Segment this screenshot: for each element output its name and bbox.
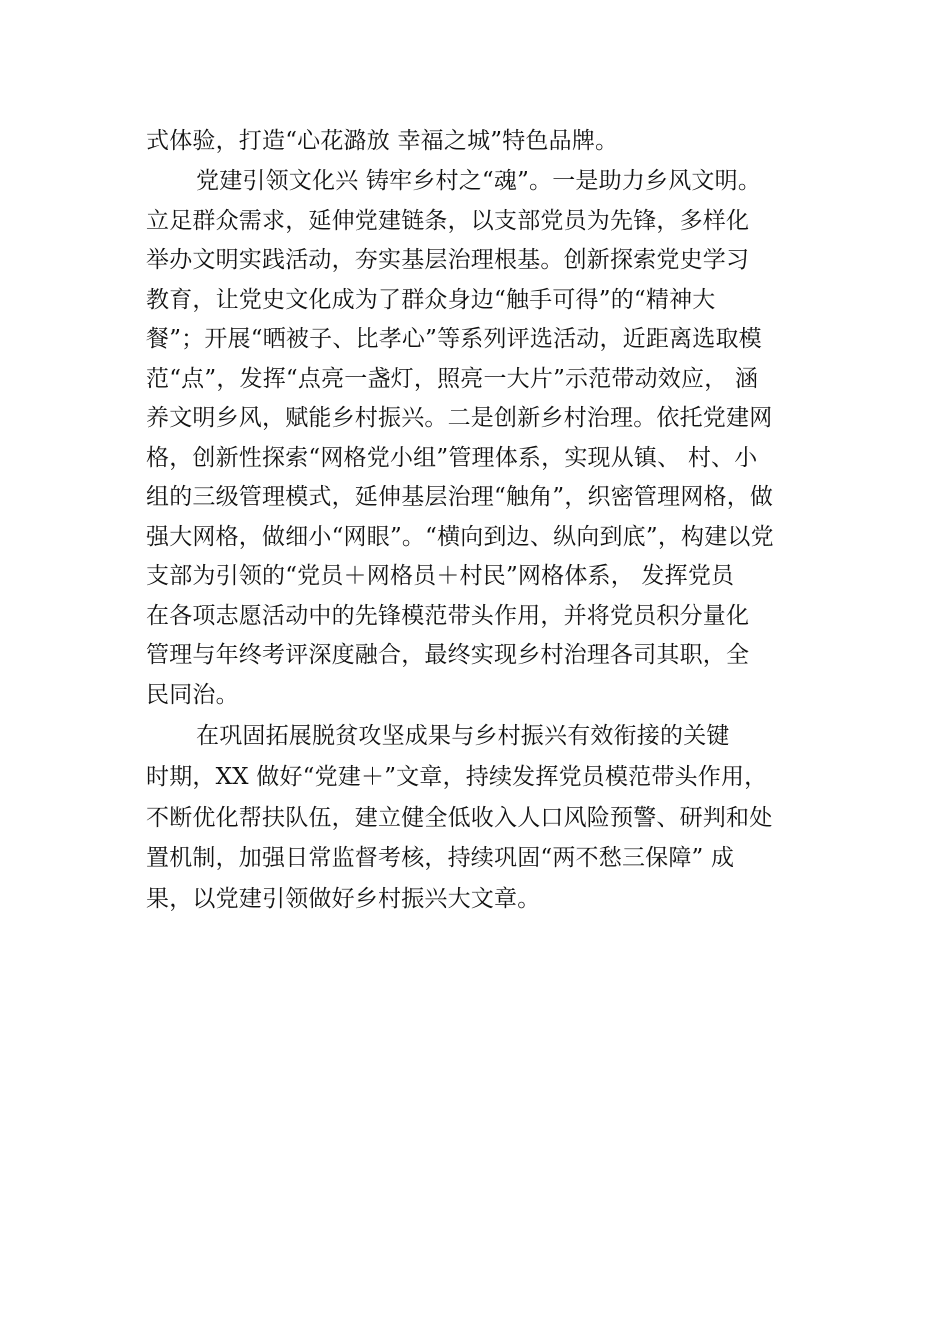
text-line: 格，创新性探索“网格党小组”管理体系，实现从镇、 村、小 [146, 444, 758, 471]
text-line: 立足群众需求，延伸党建链条，以支部党员为先锋，多样化 [146, 207, 750, 234]
text-line: 时期，XX 做好“党建＋”文章，持续发挥党员模范带头作用， [146, 763, 768, 790]
text-line: 党建引领文化兴 铸牢乡村之“魂”。一是助力乡风文明。 [196, 168, 762, 194]
text-line: 范“点”，发挥“点亮一盏灯，照亮一大片”示范带动效应， 涵 [146, 365, 759, 392]
text-line: 养文明乡风，赋能乡村振兴。二是创新乡村治理。依托党建网 [146, 405, 773, 431]
text-line: 民同治。 [146, 681, 239, 708]
text-line: 在各项志愿活动中的先锋模范带头作用，并将党员积分量化 [146, 602, 750, 629]
text-line: 在巩固拓展脱贫攻坚成果与乡村振兴有效衔接的关键 [196, 723, 730, 749]
text-line: 举办文明实践活动，夯实基层治理根基。创新探索党史学习 [146, 247, 750, 273]
text-line: 管理与年终考评深度融合，最终实现乡村治理各司其职，全 [146, 642, 750, 668]
text-line: 式体验，打造“心花潞放 幸福之城”特色品牌。 [146, 128, 619, 154]
text-line: 置机制，加强日常监督考核，持续巩固“两不愁三保障” 成 [146, 845, 735, 872]
text-line: 餐”；开展“晒被子、比孝心”等系列评选活动，近距离选取模 [146, 326, 762, 352]
paragraph-culture-governance [146, 162, 826, 715]
text-line: 强大网格，做细小“网眼”。“横向到边、纵向到底”，构建以党 [146, 523, 774, 550]
paragraph-brand [146, 122, 826, 162]
text-line: 果，以党建引领做好乡村振兴大文章。 [146, 886, 541, 913]
text-line: 支部为引领的“党员＋网格员＋村民”网格体系， 发挥党员 [146, 563, 735, 589]
text-line: 不断优化帮扶队伍，建立健全低收入人口风险预警、研判和处 [146, 804, 773, 831]
paragraph-conclusion [146, 716, 826, 920]
text-line: 教育，让党史文化成为了群众身边“触手可得”的“精神大 [146, 286, 716, 313]
text-line: 组的三级管理模式，延伸基层治理“触角”，织密管理网格，做 [146, 484, 774, 510]
